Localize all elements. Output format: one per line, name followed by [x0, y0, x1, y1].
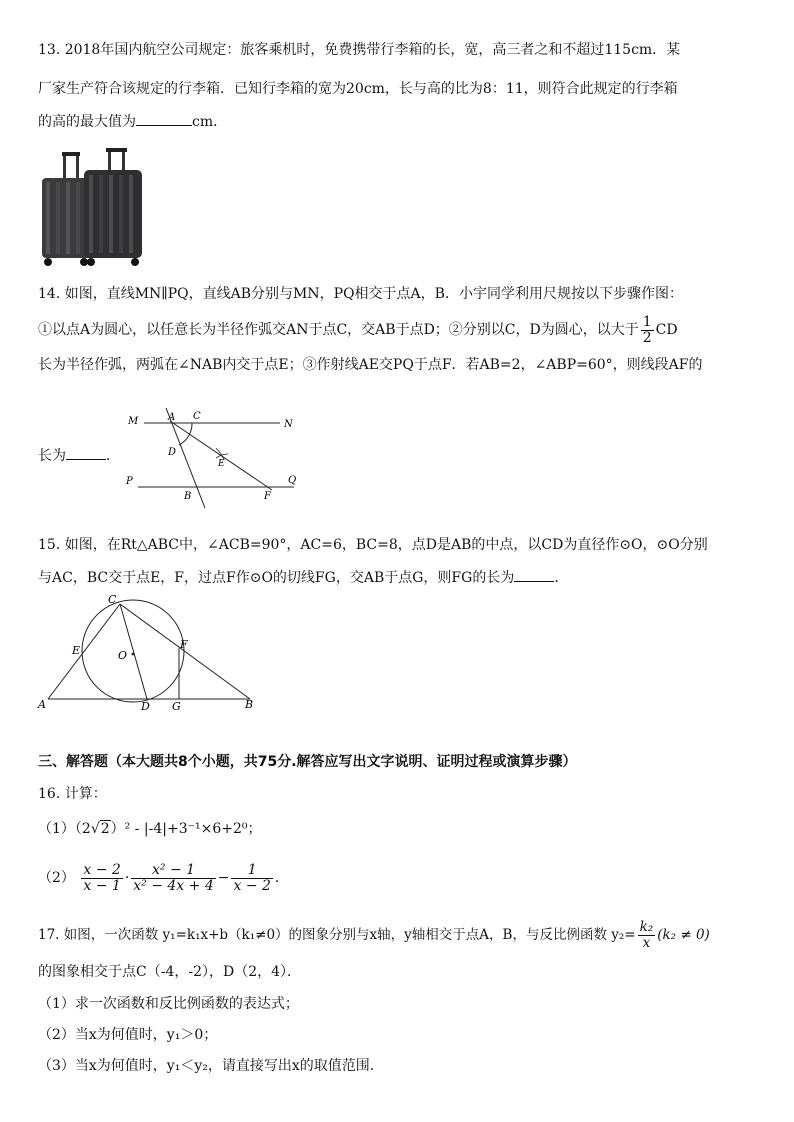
q14-figure: [120, 408, 310, 508]
q17-part-2: （2）当x为何值时，y₁＞0；: [38, 1027, 218, 1043]
fraction-3-numerator: 1: [231, 863, 272, 879]
q17-line-1-condition: (k₂ ≠ 0): [657, 927, 710, 943]
label-q: Q: [288, 475, 297, 486]
answer-blank: [66, 445, 106, 460]
q15-line-2-text: 与AC，BC交于点E，F，过点F作⊙O的切线FG，交AB于点G，则FG的长为: [38, 570, 515, 586]
q13-line-1: 13. 2018年国内航空公司规定：旅客乘机时，免费携带行李箱的长，宽，高三者之和不超过115cm．某: [38, 42, 681, 58]
k2-over-x-fraction: [638, 920, 656, 951]
q17-line-1-text: 17. 如图，一次函数 y₁=k₁x+b（k₁≠0）的图象分别与x轴，y轴相交于点A，B，与反比例函数 y₂=: [38, 927, 636, 943]
q14-line-2-end: CD: [655, 322, 678, 338]
fraction-1: [81, 863, 122, 894]
label-o: O: [118, 649, 128, 662]
half-fraction: [641, 315, 654, 346]
q17-line-2: 的图象相交于点C（-4，-2），D（2，4）．: [38, 964, 302, 980]
label-d: D: [141, 700, 150, 713]
q14-line-4-text: 长为: [38, 448, 66, 464]
center-o: [132, 653, 135, 656]
label-a: A: [168, 412, 176, 423]
segment-bc: [120, 604, 250, 699]
q16-title: 16. 计算：: [38, 786, 107, 802]
q14-line-4-end: ．: [106, 448, 120, 464]
label-e: E: [218, 459, 225, 469]
label-b: B: [184, 491, 192, 502]
q16-part-2-label: （2）: [38, 870, 75, 886]
k2-numerator: k₂: [639, 919, 654, 935]
answer-blank: [136, 111, 192, 126]
label-m: M: [128, 416, 139, 427]
fraction-3: [231, 863, 272, 894]
label-a: A: [38, 698, 46, 711]
label-b: B: [245, 698, 254, 711]
q14-line-2-text: ①以点A为圆心，以任意长为半径作弧交AN于点C，交AB于点D；②分别以C，D为圆心，以大于: [38, 322, 639, 338]
fraction-2: [131, 863, 215, 894]
sqrt-sign: √: [90, 821, 100, 837]
fraction-1-denominator: x − 1: [83, 877, 121, 894]
q15-line-2: [38, 567, 568, 588]
label-f: F: [264, 491, 271, 502]
q17-part-3: （3）当x为何值时，y₁＜y₂，请直接写出x的取值范围．: [38, 1058, 384, 1074]
label-c: C: [193, 411, 201, 422]
q14-line-4: [38, 445, 120, 466]
q15-line-2-end: ．: [554, 570, 569, 586]
label-n: N: [284, 419, 293, 430]
fraction-1-numerator: x − 2: [83, 861, 121, 878]
q16-part-1: [38, 819, 262, 839]
fraction-2-denominator: x² − 4x + 4: [133, 877, 214, 894]
fraction-numerator: 1: [642, 313, 652, 330]
fraction-2-numerator: x² − 1: [131, 863, 215, 879]
q13-line-2: 厂家生产符合该规定的行李箱．已知行李箱的宽为20cm，长与高的比为8：11，则符合此规定的行李箱: [38, 81, 678, 97]
arc-cd: [179, 423, 192, 445]
q14-line-3: 长为半径作弧，两弧在∠NAB内交于点E；③作射线AE交PQ于点F．若AB=2，∠ABP=60°，则线段AF的: [38, 357, 703, 373]
label-e: E: [72, 644, 81, 657]
segment-ac: [48, 604, 120, 699]
label-d: D: [168, 447, 177, 458]
q16-part-2-end: ．: [274, 870, 289, 886]
label-p: P: [126, 476, 133, 487]
q16-part-2: [38, 858, 289, 898]
x-denominator: x: [642, 935, 651, 951]
suitcase-illustration: [36, 148, 146, 268]
multiply-dot: ·: [124, 870, 130, 886]
suitcase-front-icon: [84, 148, 142, 266]
fraction-denominator: 2: [642, 329, 652, 346]
q16-part-1-pre: （1）（2: [38, 821, 91, 837]
label-f: F: [180, 638, 188, 651]
q15-line-1: 15. 如图，在Rt△ABC中，∠ACB=90°，AC=6，BC=8，点D是AB的中点，以CD为直径作⊙O，⊙O分别: [38, 537, 708, 553]
q15-figure: [34, 592, 264, 714]
q13-line-3-unit: cm．: [192, 114, 228, 130]
q17-line-1: [38, 918, 710, 952]
sqrt-radicand: 2: [100, 821, 110, 837]
section-heading: 三、解答题（本大题共8个小题，共75分.解答应写出文字说明、证明过程或演算步骤）: [38, 754, 577, 770]
q17-part-1: （1）求一次函数和反比例函数的表达式；: [38, 996, 299, 1012]
q13-line-3: [38, 111, 227, 132]
q14-line-1: 14. 如图，直线MN∥PQ，直线AB分别与MN，PQ相交于点A，B．小宇同学利用尺规按以下步骤作图：: [38, 286, 683, 302]
label-c: C: [108, 593, 117, 606]
label-g: G: [172, 700, 181, 713]
q13-line-3-text: 的高的最大值为: [38, 114, 136, 130]
q16-part-1-post: ）² - |-4|+3⁻¹×6+2⁰；: [110, 821, 262, 837]
minus-sign: −: [217, 870, 230, 886]
fraction-3-denominator: x − 2: [233, 877, 271, 894]
answer-blank: [514, 567, 554, 582]
q14-line-2: [38, 314, 678, 346]
